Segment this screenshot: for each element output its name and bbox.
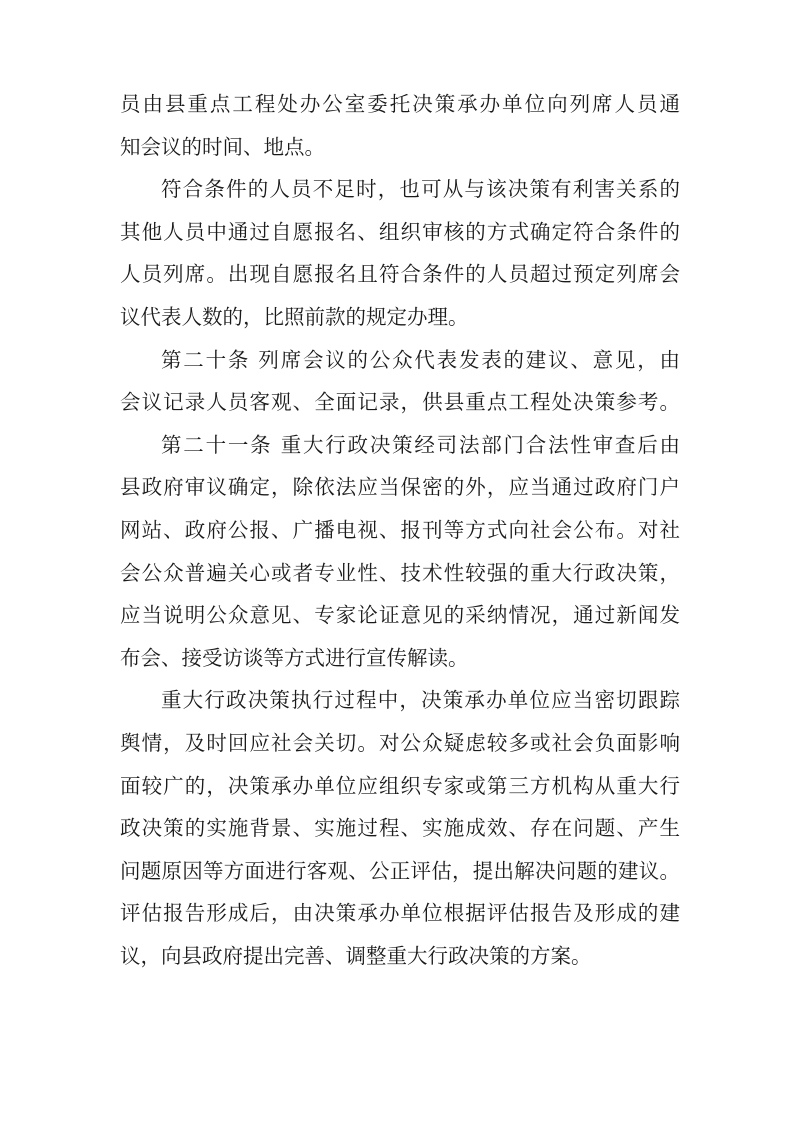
paragraph-line: 议代表人数的，比照前款的规定办理。 xyxy=(120,304,469,329)
paragraph-line: 知会议的时间、地点。 xyxy=(120,134,325,159)
paragraph-line: 舆情，及时回应社会关切。对公众疑虑较多或社会负面影响 xyxy=(120,730,680,755)
paragraph-line: 会公众普遍关心或者专业性、技术性较强的重大行政决策， xyxy=(120,560,680,585)
paragraph-line: 人员列席。出现自愿报名且符合条件的人员超过预定列席会 xyxy=(120,262,680,287)
document-body xyxy=(120,83,680,977)
paragraph-line: 议，向县政府提出完善、调整重大行政决策的方案。 xyxy=(120,943,592,968)
paragraph-line: 其他人员中通过自愿报名、组织审核的方式确定符合条件的 xyxy=(120,219,680,244)
article-20-heading-line: 第二十条 列席会议的公众代表发表的建议、意见，由 xyxy=(161,347,680,372)
paragraph-line: 员由县重点工程处办公室委托决策承办单位向列席人员通 xyxy=(120,92,680,116)
paragraph-line: 布会、接受访谈等方式进行宣传解读。 xyxy=(120,645,469,670)
paragraph-line: 问题原因等方面进行客观、公正评估，提出解决问题的建议。 xyxy=(120,858,680,883)
article-21-heading-line: 第二十一条 重大行政决策经司法部门合法性审查后由 xyxy=(161,432,680,457)
paragraph-line: 网站、政府公报、广播电视、报刊等方式向社会公布。对社 xyxy=(120,517,680,542)
paragraph-line: 面较广的，决策承办单位应组织专家或第三方机构从重大行 xyxy=(120,773,680,798)
paragraph-line: 评估报告形成后，由决策承办单位根据评估报告及形成的建 xyxy=(120,901,680,926)
paragraph-line: 政决策的实施背景、实施过程、实施成效、存在问题、产生 xyxy=(120,816,680,841)
paragraph-line: 应当说明公众意见、专家论证意见的采纳情况，通过新闻发 xyxy=(120,603,680,628)
paragraph-line: 县政府审议确定，除依法应当保密的外，应当通过政府门户 xyxy=(120,475,680,500)
paragraph-line: 会议记录人员客观、全面记录，供县重点工程处决策参考。 xyxy=(120,390,680,415)
paragraph-line: 符合条件的人员不足时，也可从与该决策有利害关系的 xyxy=(161,177,680,202)
paragraph-line: 重大行政决策执行过程中，决策承办单位应当密切跟踪 xyxy=(161,688,680,713)
